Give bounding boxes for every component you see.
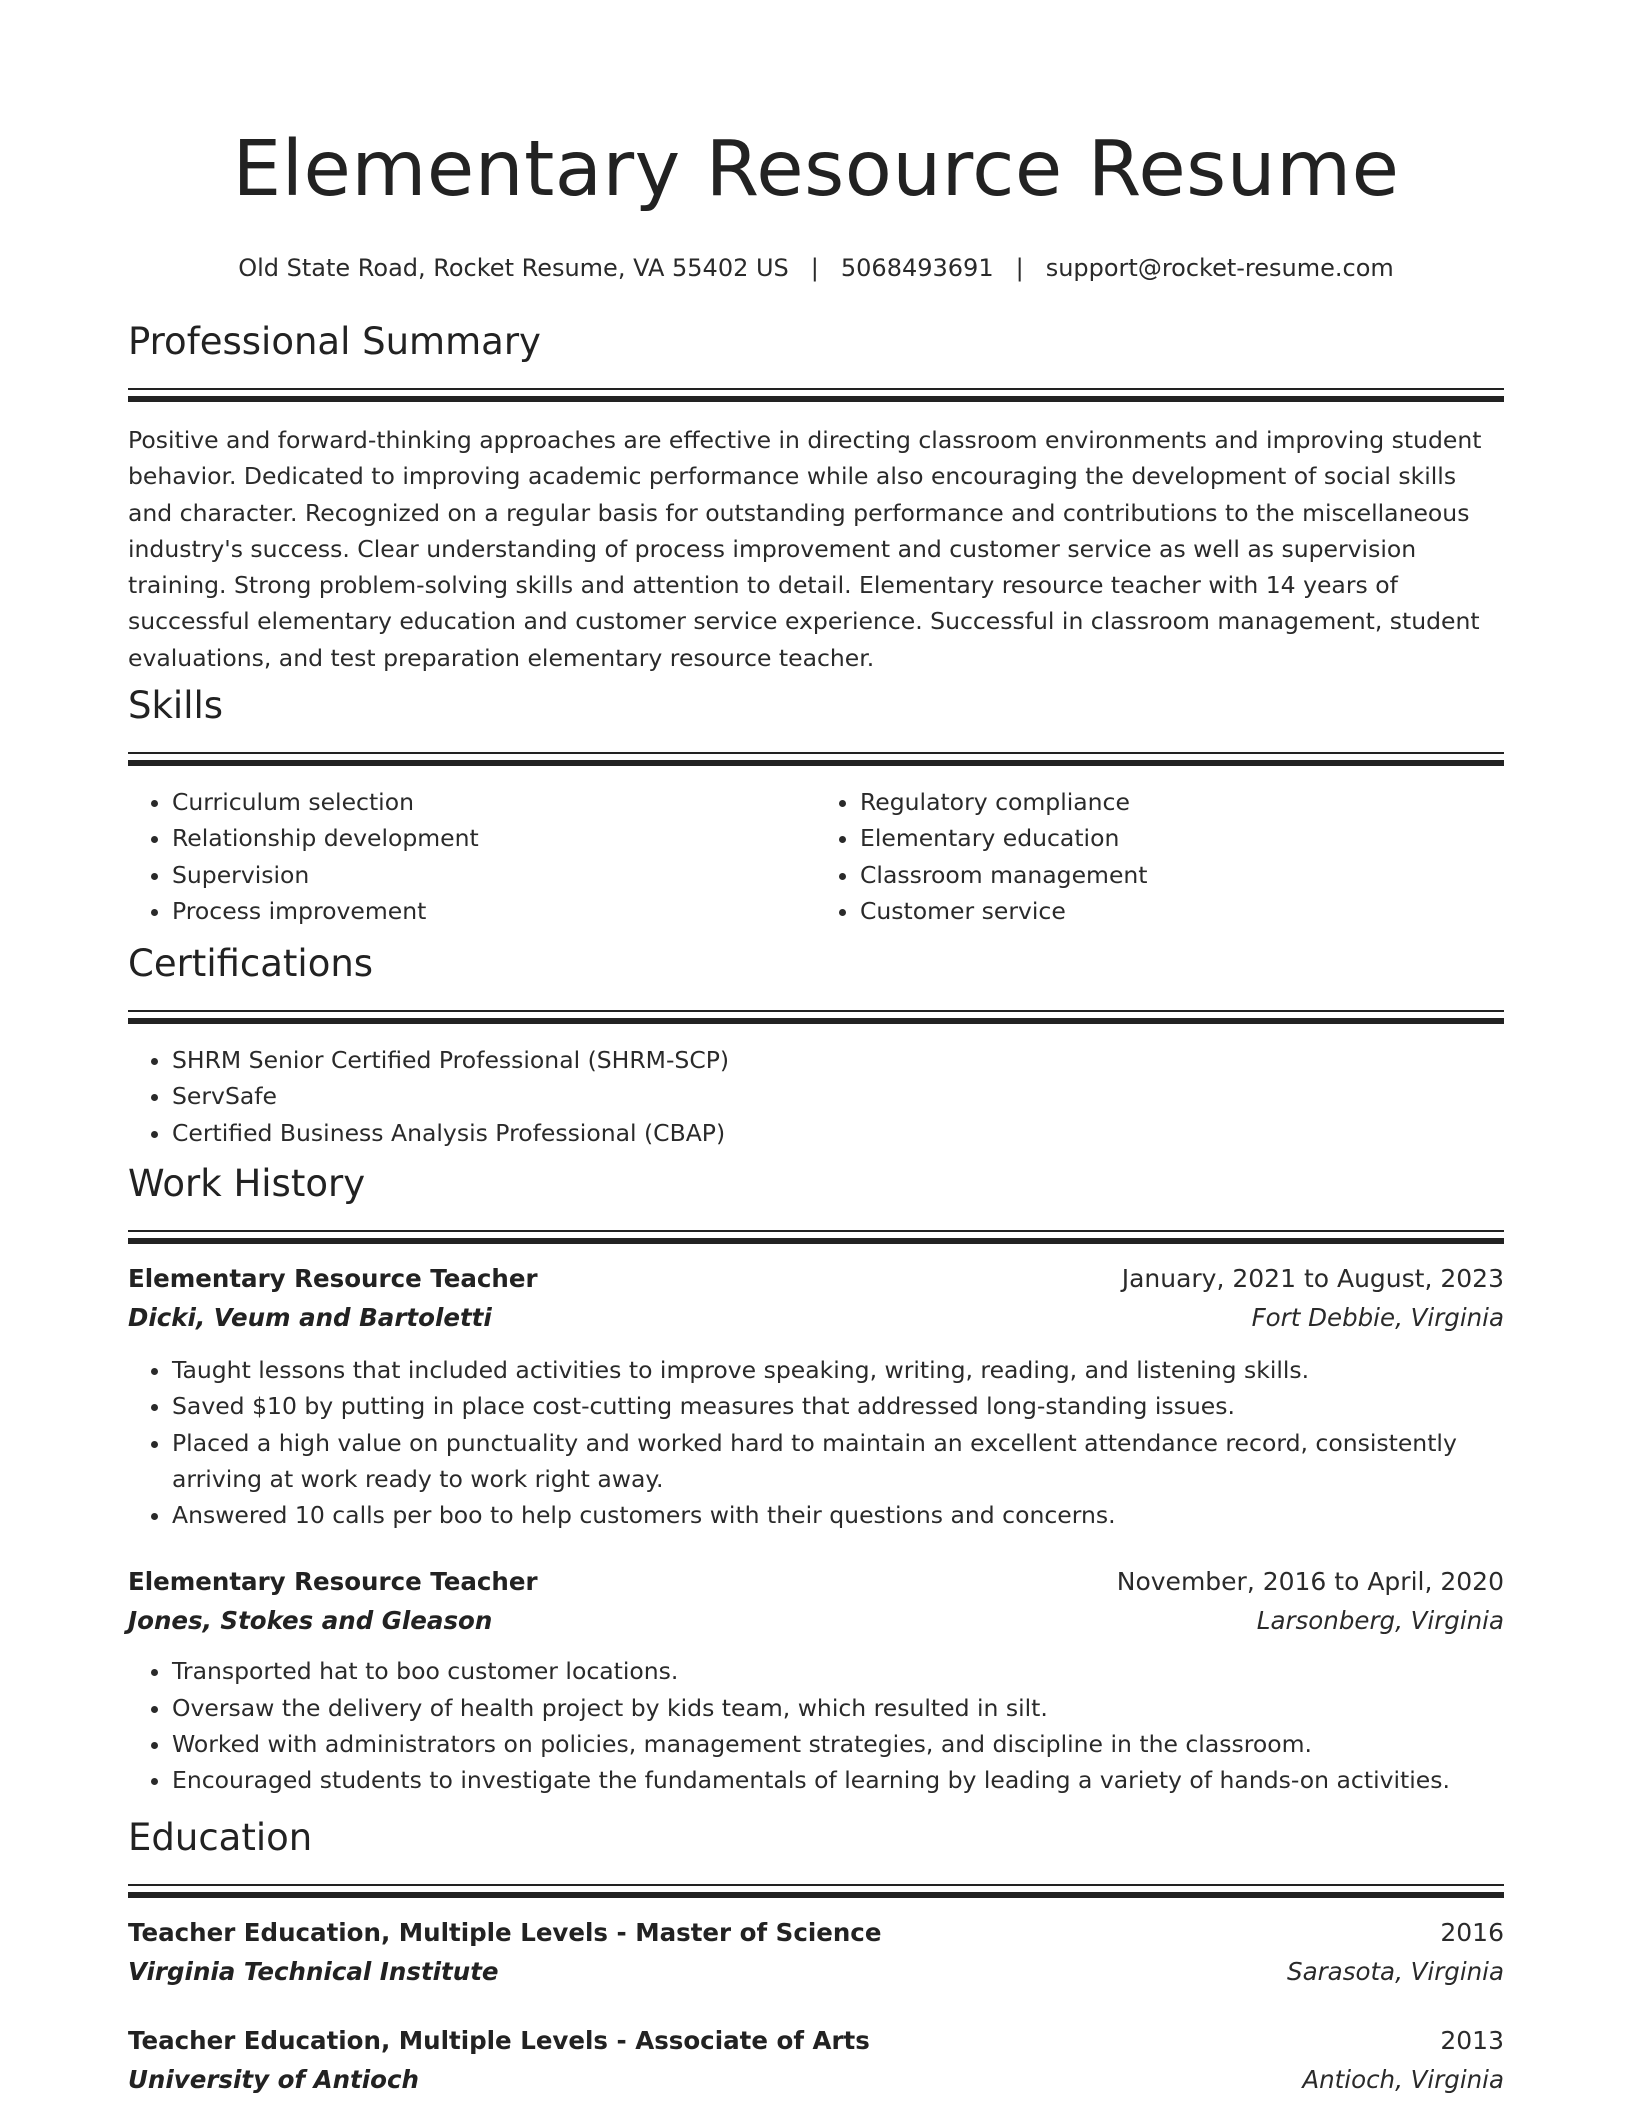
job-bullet: • Encouraged students to investigate the fundamentals of learning by leading a variety of hands-on activities. xyxy=(172,1762,1504,1798)
certification-item: • Certified Business Analysis Professional (CBAP) xyxy=(172,1115,1504,1151)
summary-text: Positive and forward-thinking approaches are effective in directing classroom environments and improving student behavior. Dedicated to improving academic performance while also encouraging the development of social skills and character. Recognized on a regular basis for outstanding performance and contributions to the miscellaneous industry's success. Clear understanding of process improvement and customer service as well as supervision training. Strong problem-solving skills and attention to detail. Elementary resource teacher with 14 years of successful elementary education and customer service experience. Successful in classroom management, student evaluations, and test preparation elementary resource teacher. xyxy=(128,426,1482,672)
job-title: Elementary Resource Teacher xyxy=(128,1567,538,1597)
contact-separator: | xyxy=(1015,254,1024,282)
job-entry xyxy=(128,1563,1504,1798)
education-header-row xyxy=(128,2022,1504,2060)
education-degree: Teacher Education, Multiple Levels - Associate of Arts xyxy=(128,2026,870,2055)
skill-item: • Supervision xyxy=(172,857,816,893)
job-bullet: • Saved $10 by putting in place cost-cutting measures that addressed long-standing issues. xyxy=(172,1388,1504,1424)
contact-line xyxy=(128,252,1504,284)
job-bullets xyxy=(128,1352,1504,1533)
skill-item: • Process improvement xyxy=(172,893,816,929)
education-year: 2016 xyxy=(1440,1918,1504,1947)
job-subheader-row xyxy=(128,1298,1504,1338)
skill-item: • Regulatory compliance xyxy=(860,784,1504,820)
job-bullet: • Oversaw the delivery of health project by kids team, which resulted in silt. xyxy=(172,1690,1504,1726)
contact-phone: 5068493691 xyxy=(840,254,994,282)
certifications-section xyxy=(128,940,1504,1151)
education-section xyxy=(128,1814,1504,2100)
job-location: Larsonberg, Virginia xyxy=(1256,1606,1504,1636)
education-degree: Teacher Education, Multiple Levels - Master of Science xyxy=(128,1918,882,1947)
job-bullet: • Worked with administrators on policies, management strategies, and discipline in the classroom. xyxy=(172,1726,1504,1762)
skill-item: • Curriculum selection xyxy=(172,784,816,820)
job-entry xyxy=(128,1260,1504,1533)
section-divider xyxy=(128,1892,1504,1898)
contact-separator: | xyxy=(810,254,819,282)
section-title-education: Education xyxy=(128,1816,313,1859)
education-subheader-row xyxy=(128,2060,1504,2100)
skill-item: • Elementary education xyxy=(860,820,1504,856)
job-bullet: • Placed a high value on punctuality and worked hard to maintain an excellent attendance record, consistently arriving at work ready to work right away. xyxy=(172,1425,1504,1498)
skill-item: • Relationship development xyxy=(172,820,816,856)
section-divider xyxy=(128,760,1504,766)
education-header-row xyxy=(128,1914,1504,1952)
job-company: Jones, Stokes and Gleason xyxy=(128,1606,493,1636)
section-title-skills: Skills xyxy=(128,684,224,727)
education-entry xyxy=(128,2022,1504,2100)
education-location: Antioch, Virginia xyxy=(1302,2065,1504,2094)
skills-list-left xyxy=(128,784,816,929)
job-company: Dicki, Veum and Bartoletti xyxy=(128,1303,492,1332)
education-school: University of Antioch xyxy=(128,2065,419,2094)
job-bullet: • Taught lessons that included activities to improve speaking, writing, reading, and listening skills. xyxy=(172,1352,1504,1388)
skill-item: • Customer service xyxy=(860,893,1504,929)
job-dates: January, 2021 to August, 2023 xyxy=(1121,1264,1504,1293)
section-title-work-history: Work History xyxy=(128,1162,366,1205)
job-subheader-row xyxy=(128,1601,1504,1641)
contact-email: support@rocket-resume.com xyxy=(1045,254,1394,282)
certification-item: • ServSafe xyxy=(172,1078,1504,1114)
education-subheader-row xyxy=(128,1952,1504,1992)
job-bullets xyxy=(128,1653,1504,1798)
section-title-summary: Professional Summary xyxy=(128,320,541,363)
section-divider xyxy=(128,1010,1504,1012)
section-title-certifications: Certifications xyxy=(128,942,374,985)
skills-grid xyxy=(128,784,1504,929)
summary-section xyxy=(128,318,1504,676)
work-history-section xyxy=(128,1160,1504,1799)
section-divider xyxy=(128,752,1504,754)
skill-item: • Classroom management xyxy=(860,857,1504,893)
section-divider xyxy=(128,396,1504,402)
job-location: Fort Debbie, Virginia xyxy=(1251,1303,1504,1332)
section-divider xyxy=(128,388,1504,390)
job-header-row xyxy=(128,1563,1504,1601)
education-entry xyxy=(128,1914,1504,1992)
job-bullet: • Answered 10 calls per boo to help customers with their questions and concerns. xyxy=(172,1497,1504,1533)
certifications-list xyxy=(128,1042,1504,1151)
contact-address: Old State Road, Rocket Resume, VA 55402 US xyxy=(238,254,789,282)
job-dates: November, 2016 to April, 2020 xyxy=(1116,1567,1504,1597)
section-divider xyxy=(128,1230,1504,1232)
skills-section xyxy=(128,682,1504,929)
skills-list-right xyxy=(816,784,1504,929)
section-divider xyxy=(128,1238,1504,1244)
job-header-row xyxy=(128,1260,1504,1298)
education-school: Virginia Technical Institute xyxy=(128,1957,499,1986)
job-bullet: • Transported hat to boo customer locations. xyxy=(172,1653,1504,1689)
education-year: 2013 xyxy=(1440,2026,1504,2055)
job-title: Elementary Resource Teacher xyxy=(128,1264,538,1293)
certification-item: • SHRM Senior Certified Professional (SHRM-SCP) xyxy=(172,1042,1504,1078)
section-divider xyxy=(128,1018,1504,1024)
resume-name: Elementary Resource Resume xyxy=(232,125,1400,214)
education-location: Sarasota, Virginia xyxy=(1287,1957,1504,1986)
section-divider xyxy=(128,1884,1504,1886)
